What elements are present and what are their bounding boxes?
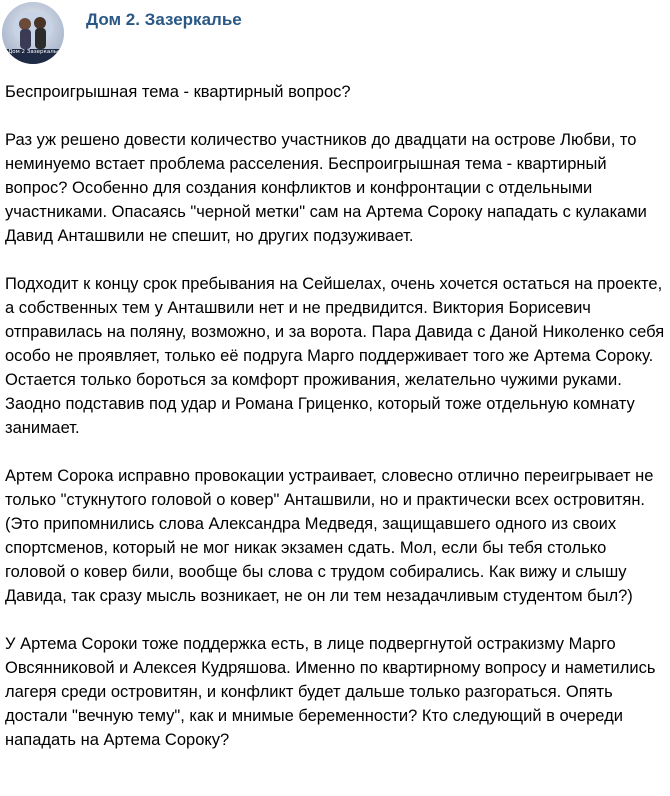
channel-avatar[interactable]: [2, 2, 64, 64]
avatar-caption: Дом 2 Зазеркалье: [8, 49, 61, 55]
post-header: [0, 0, 670, 64]
post-paragraph-3: Артем Сорока исправно провокации устраивает, словесно отлично переигрывает не только "стукнутого головой о ковер" Анташвили, но и практически всех островитян. (Это припомнились слова Александра Медведя, защищавшего одного из своих спортсменов, который не мог никак экзамен сдать. Мол, если бы тебя столько головой о ковер били, вообще бы слова с трудом собирались. Как вижу и слышу Давида, так сразу мысль возникает, не он ли тем незадачливым студентом был?): [5, 467, 654, 605]
post-paragraph-2: Подходит к концу срок пребывания на Сейшелах, очень хочется остаться на проекте, а собственных тем у Анташвили нет и не предвидится. Виктория Борисевич отправилась на поляну, возможно, и за ворота. Пара Давида с Даной Николенко себя особо не проявляет, только её подруга Марго поддерживает того же Артема Сороку. Остается только бороться за комфорт проживания, желательно чужими руками. Заодно подставив под удар и Романа Гриценко, который тоже отдельную комнату занимает.: [5, 275, 665, 437]
post-title: Беспроигрышная тема - квартирный вопрос?: [5, 83, 351, 101]
post-paragraph-1: Раз уж решено довести количество участников до двадцати на острове Любви, то неминуемо встает проблема расселения. Беспроигрышная тема - квартирный вопрос? Особенно для создания конфликтов и конфронтации с отдельными участниками. Опасаясь "черной метки" сам на Артема Сороку нападать с кулаками Давид Анташвили не спешит, но других подзуживает.: [5, 131, 647, 245]
post-paragraph-4: У Артема Сороки тоже поддержка есть, в лице подвергнутой остракизму Марго Овсянниковой и Алексея Кудряшова. Именно по квартирному вопросу и наметились лагеря среди островитян, и конфликт будет дальше только разгораться. Опять достали "вечную тему", как и мнимые беременности? Кто следующий в очереди нападать на Артема Сороку?: [5, 635, 656, 749]
channel-name-link[interactable]: Дом 2. Зазеркалье: [86, 10, 242, 29]
post-body: [5, 80, 667, 776]
